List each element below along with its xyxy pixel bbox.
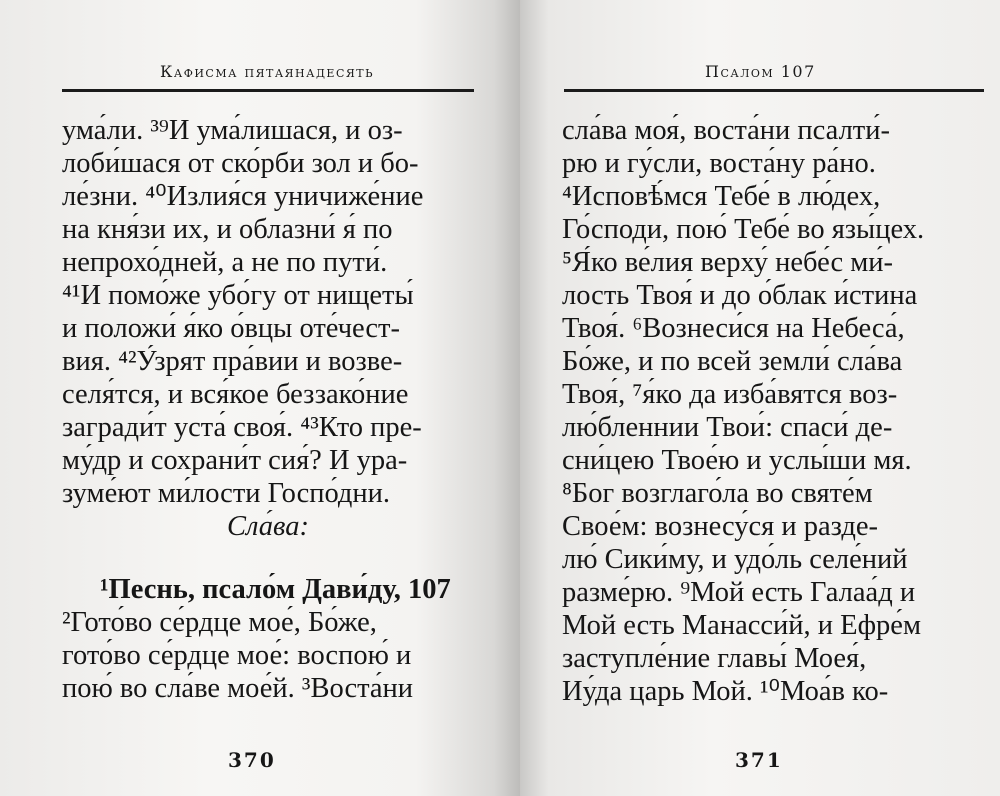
right-page bbox=[520, 0, 1000, 796]
text-line: ⁵Я́ко ве́лия верху́ небе́с ми́- bbox=[562, 247, 894, 278]
text-line: Твоя́, ⁷я́ко да изба́вятся воз- bbox=[562, 379, 898, 410]
left-page-number: 370 bbox=[228, 748, 276, 772]
text-line: сни́цею Твое́ю и услы́ши мя. bbox=[562, 445, 912, 476]
text-line: лю́бленнии Твои́: спаси́ де- bbox=[562, 412, 893, 443]
left-page-text bbox=[62, 114, 474, 705]
text-line: ⁴¹И помо́же убо́гу от нищеты́ bbox=[62, 280, 414, 311]
right-page-number: 371 bbox=[735, 748, 783, 772]
left-header-rule bbox=[62, 89, 474, 92]
right-page-text bbox=[562, 114, 986, 708]
text-line: на кня́зи их, и облазни́ я́ по bbox=[62, 214, 393, 245]
text-line: ума́ли. ³⁹И ума́лишася, и оз- bbox=[62, 115, 403, 146]
text-line: лоби́шася от ско́рби зол и бо- bbox=[62, 148, 419, 179]
left-running-head: Кафисма пятаянадесять bbox=[160, 62, 375, 81]
right-header-rule bbox=[564, 89, 984, 92]
text-line: Мой есть Манасси́й, и Ефре́м bbox=[562, 610, 921, 641]
text-line: ²Гото́во се́рдце мое́, Бо́же, bbox=[62, 607, 377, 638]
text-line: сла́ва моя́, воста́ни псалти́- bbox=[562, 115, 891, 146]
text-line: разме́рю. ⁹Мой есть Галаа́д и bbox=[562, 577, 916, 608]
text-line: загради́т уста́ своя́. ⁴³Кто пре- bbox=[62, 412, 422, 443]
text-line: ⁸Бог возглаго́ла во святе́м bbox=[562, 478, 873, 509]
text-line: Иу́да царь Мой. ¹⁰Моа́в ко- bbox=[562, 676, 889, 707]
text-line: му́др и сохрани́т сия́? И ура- bbox=[62, 445, 408, 476]
text-line: зуме́ют ми́лости Госпо́дни. bbox=[62, 478, 391, 509]
text-line: заступле́ние главы́ Моея́, bbox=[562, 643, 867, 674]
text-line: ле́зни. ⁴⁰Излия́ся уничиже́ние bbox=[62, 181, 424, 212]
spacer bbox=[62, 543, 474, 573]
text-line: гото́во се́рдце мое́: воспою́ и bbox=[62, 640, 412, 671]
text-line: рю и гу́сли, воста́ну ра́но. bbox=[562, 148, 876, 179]
text-line: Свое́м: вознесу́ся и разде- bbox=[562, 511, 879, 542]
text-line: Твоя́. ⁶Вознеси́ся на Небеса́, bbox=[562, 313, 905, 344]
text-line: Бо́же, и по всей земли́ сла́ва bbox=[562, 346, 903, 377]
text-line: и положи́ я́ко о́вцы оте́чест- bbox=[62, 313, 401, 344]
text-line: непрохо́дней, а не по пути́. bbox=[62, 247, 388, 278]
text-line: пою́ во сла́ве мое́й. ³Воста́ни bbox=[62, 673, 414, 704]
right-running-head: Псалом 107 bbox=[705, 62, 816, 81]
text-line: вия. ⁴²У́зрят пра́вии и возве- bbox=[62, 346, 403, 377]
text-line: Го́споди, пою́ Тебе́ во язы́цех. bbox=[562, 214, 925, 245]
text-line: лю́ Сики́му, и удо́ль селе́ний bbox=[562, 544, 908, 575]
text-line: лость Твоя́ и до о́блак и́стина bbox=[562, 280, 918, 311]
text-line: ⁴Исповѣ́мся Тебе́ в лю́дех, bbox=[562, 181, 881, 212]
psalm-title: ¹Песнь, псало́м Дави́ду, 107 bbox=[100, 574, 451, 605]
glory-rubric: Сла́ва: bbox=[227, 511, 309, 542]
text-line: селя́тся, и вся́кое беззако́ние bbox=[62, 379, 409, 410]
